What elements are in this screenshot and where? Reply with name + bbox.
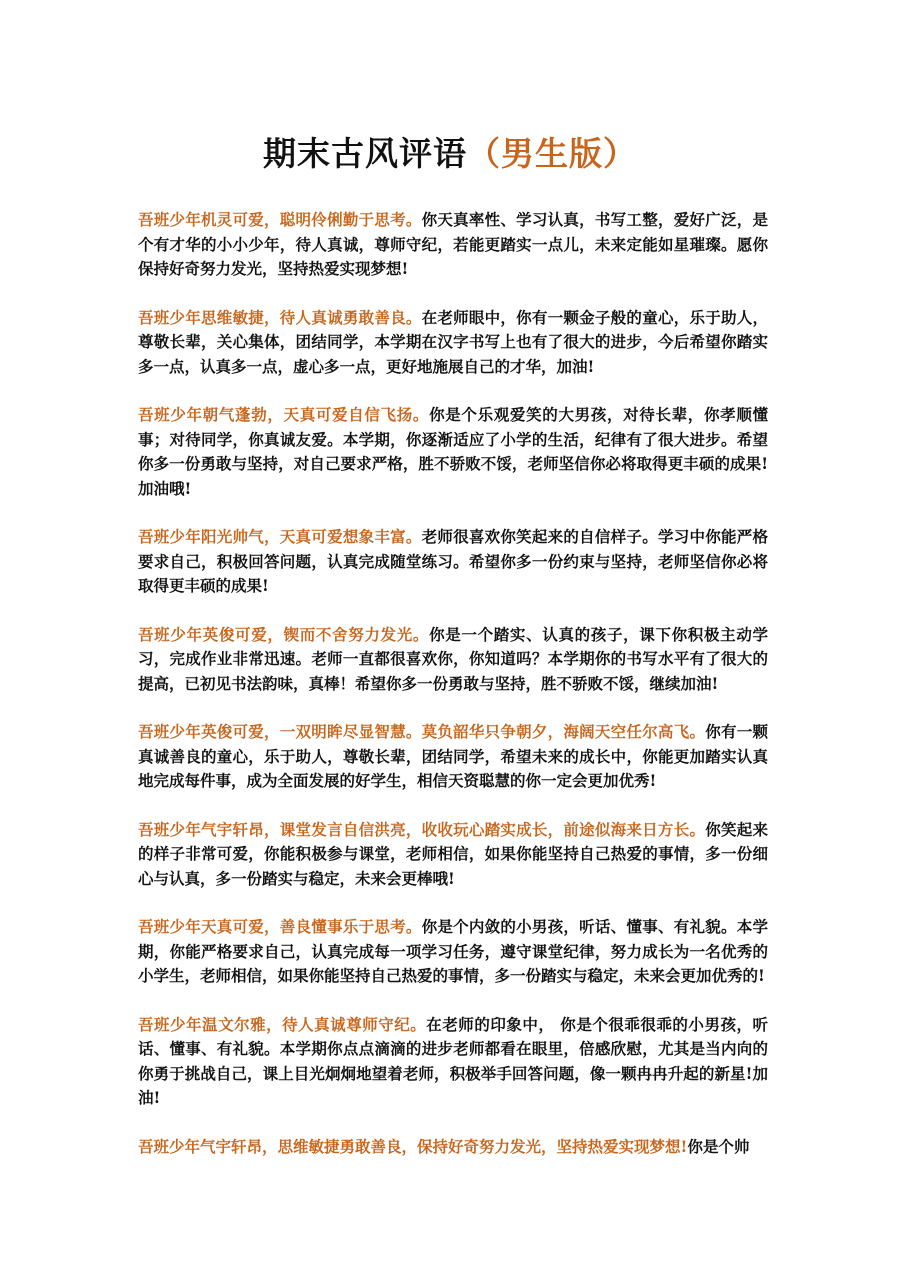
comment-paragraph — [138, 818, 768, 892]
comment-paragraph — [138, 915, 768, 989]
comment-paragraph — [138, 720, 768, 794]
comment-paragraph — [138, 623, 768, 697]
comment-body: 你天真率性、学习认真，书写工整，爱好广泛，是个有才华的小小少年，待人真诚，尊师守纪，若能更踏实一点儿，未来定能如星璀璨。愿你保持好奇努力发光，坚持热爱实现梦想! — [138, 210, 768, 278]
comment-body: 你是一个踏实、认真的孩子，课下你积极主动学习，完成作业非常迅速。老师一直都很喜欢你，你知道吗？本学期你的书写水平有了很大的提高，已初见书法韵味，真棒！希望你多一份勇敢与坚持，胜不骄败不馁，继续加油! — [138, 624, 768, 693]
page-title — [0, 130, 900, 178]
comment-lead: 吾班少年气宇轩昂，课堂发言自信洪亮，收收玩心踏实成长，前途似海来日方长。 — [138, 819, 706, 839]
comment-lead: 吾班少年阳光帅气，天真可爱想象丰富。 — [138, 527, 422, 546]
comment-body: 你是个帅 — [687, 1136, 750, 1156]
comment-body: 你是个内敛的小男孩，听话、懂事、有礼貌。本学期，你能严格要求自己，认真完成每一项学习任务，遵守课堂纪律，努力成长为一名优秀的小学生，老师相信，如果你能坚持自己热爱的事情，多一份踏实与稳定，未来会更加优秀的! — [138, 917, 768, 985]
comment-body: 在老师的印象中， 你是个很乖很乖的小男孩，听话、懂事、有礼貌。本学期你点点滴滴的进步老师都看在眼里，倍感欣慰，尤其是当内向的你勇于挑战自己，课上目光炯炯地望着老师，积极举手回答问题，像一颗冉冉升起的新星!加油! — [138, 1014, 768, 1107]
comment-paragraph — [138, 403, 768, 501]
comment-list — [138, 208, 768, 1183]
comment-paragraph — [138, 208, 768, 282]
comment-lead: 吾班少年天真可爱，善良懂事乐于思考。 — [138, 917, 422, 936]
comment-paragraph — [138, 306, 768, 380]
comment-body: 老师很喜欢你笑起来的自信样子。学习中你能严格要求自己，积极回答问题，认真完成随堂练习。希望你多一份约束与坚持，老师坚信你必将取得更丰硕的成果! — [138, 527, 768, 595]
comment-lead: 吾班少年温文尔雅，待人真诚尊师守纪。 — [138, 1014, 427, 1034]
comment-lead: 吾班少年朝气蓬勃，天真可爱自信飞扬。 — [138, 405, 430, 424]
title-main: 期末古风评语 — [263, 134, 467, 173]
comment-body: 你是个乐观爱笑的大男孩，对待长辈，你孝顺懂事；对待同学，你真诚友爱。本学期，你逐渐适应了小学的生活，纪律有了很大进步。希望你多一份勇敢与坚持，对自己要求严格，胜不骄败不馁，老师坚信你必将取得更丰硕的成果!加油哦! — [138, 405, 768, 498]
comment-lead: 吾班少年英俊可爱，一双明眸尽显智慧。莫负韶华只争朝夕，海阔天空任尔高飞。 — [138, 722, 706, 741]
comment-body: 你笑起来的样子非常可爱，你能积极参与课堂，老师相信，如果你能坚持自己热爱的事情，多一份细心与认真，多一份踏实与稳定，未来会更棒哦! — [138, 819, 768, 888]
comment-lead: 吾班少年英俊可爱，锲而不舍努力发光。 — [138, 624, 430, 644]
comment-body: 你有一颗真诚善良的童心，乐于助人，尊敬长辈，团结同学，希望未来的成长中，你能更加踏实认真地完成每件事，成为全面发展的好学生，相信天资聪慧的你一定会更加优秀! — [138, 722, 768, 790]
title-subtitle: （男生版） — [467, 134, 637, 173]
comment-lead: 吾班少年气宇轩昂，思维敏捷勇敢善良，保持好奇努力发光，坚持热爱实现梦想! — [138, 1136, 688, 1156]
comment-body: 在老师眼中，你有一颗金子般的童心，乐于助人，尊敬长辈，关心集体，团结同学，本学期在汉字书写上也有了很大的进步，今后希望你踏实多一点，认真多一点，虚心多一点，更好地施展自己的才华，加油! — [138, 307, 768, 376]
comment-lead: 吾班少年机灵可爱，聪明伶俐勤于思考。 — [138, 210, 422, 229]
comment-lead: 吾班少年思维敏捷，待人真诚勇敢善良。 — [138, 307, 422, 327]
comment-paragraph — [138, 1135, 768, 1160]
comment-paragraph — [138, 1013, 768, 1111]
comment-paragraph — [138, 525, 768, 599]
